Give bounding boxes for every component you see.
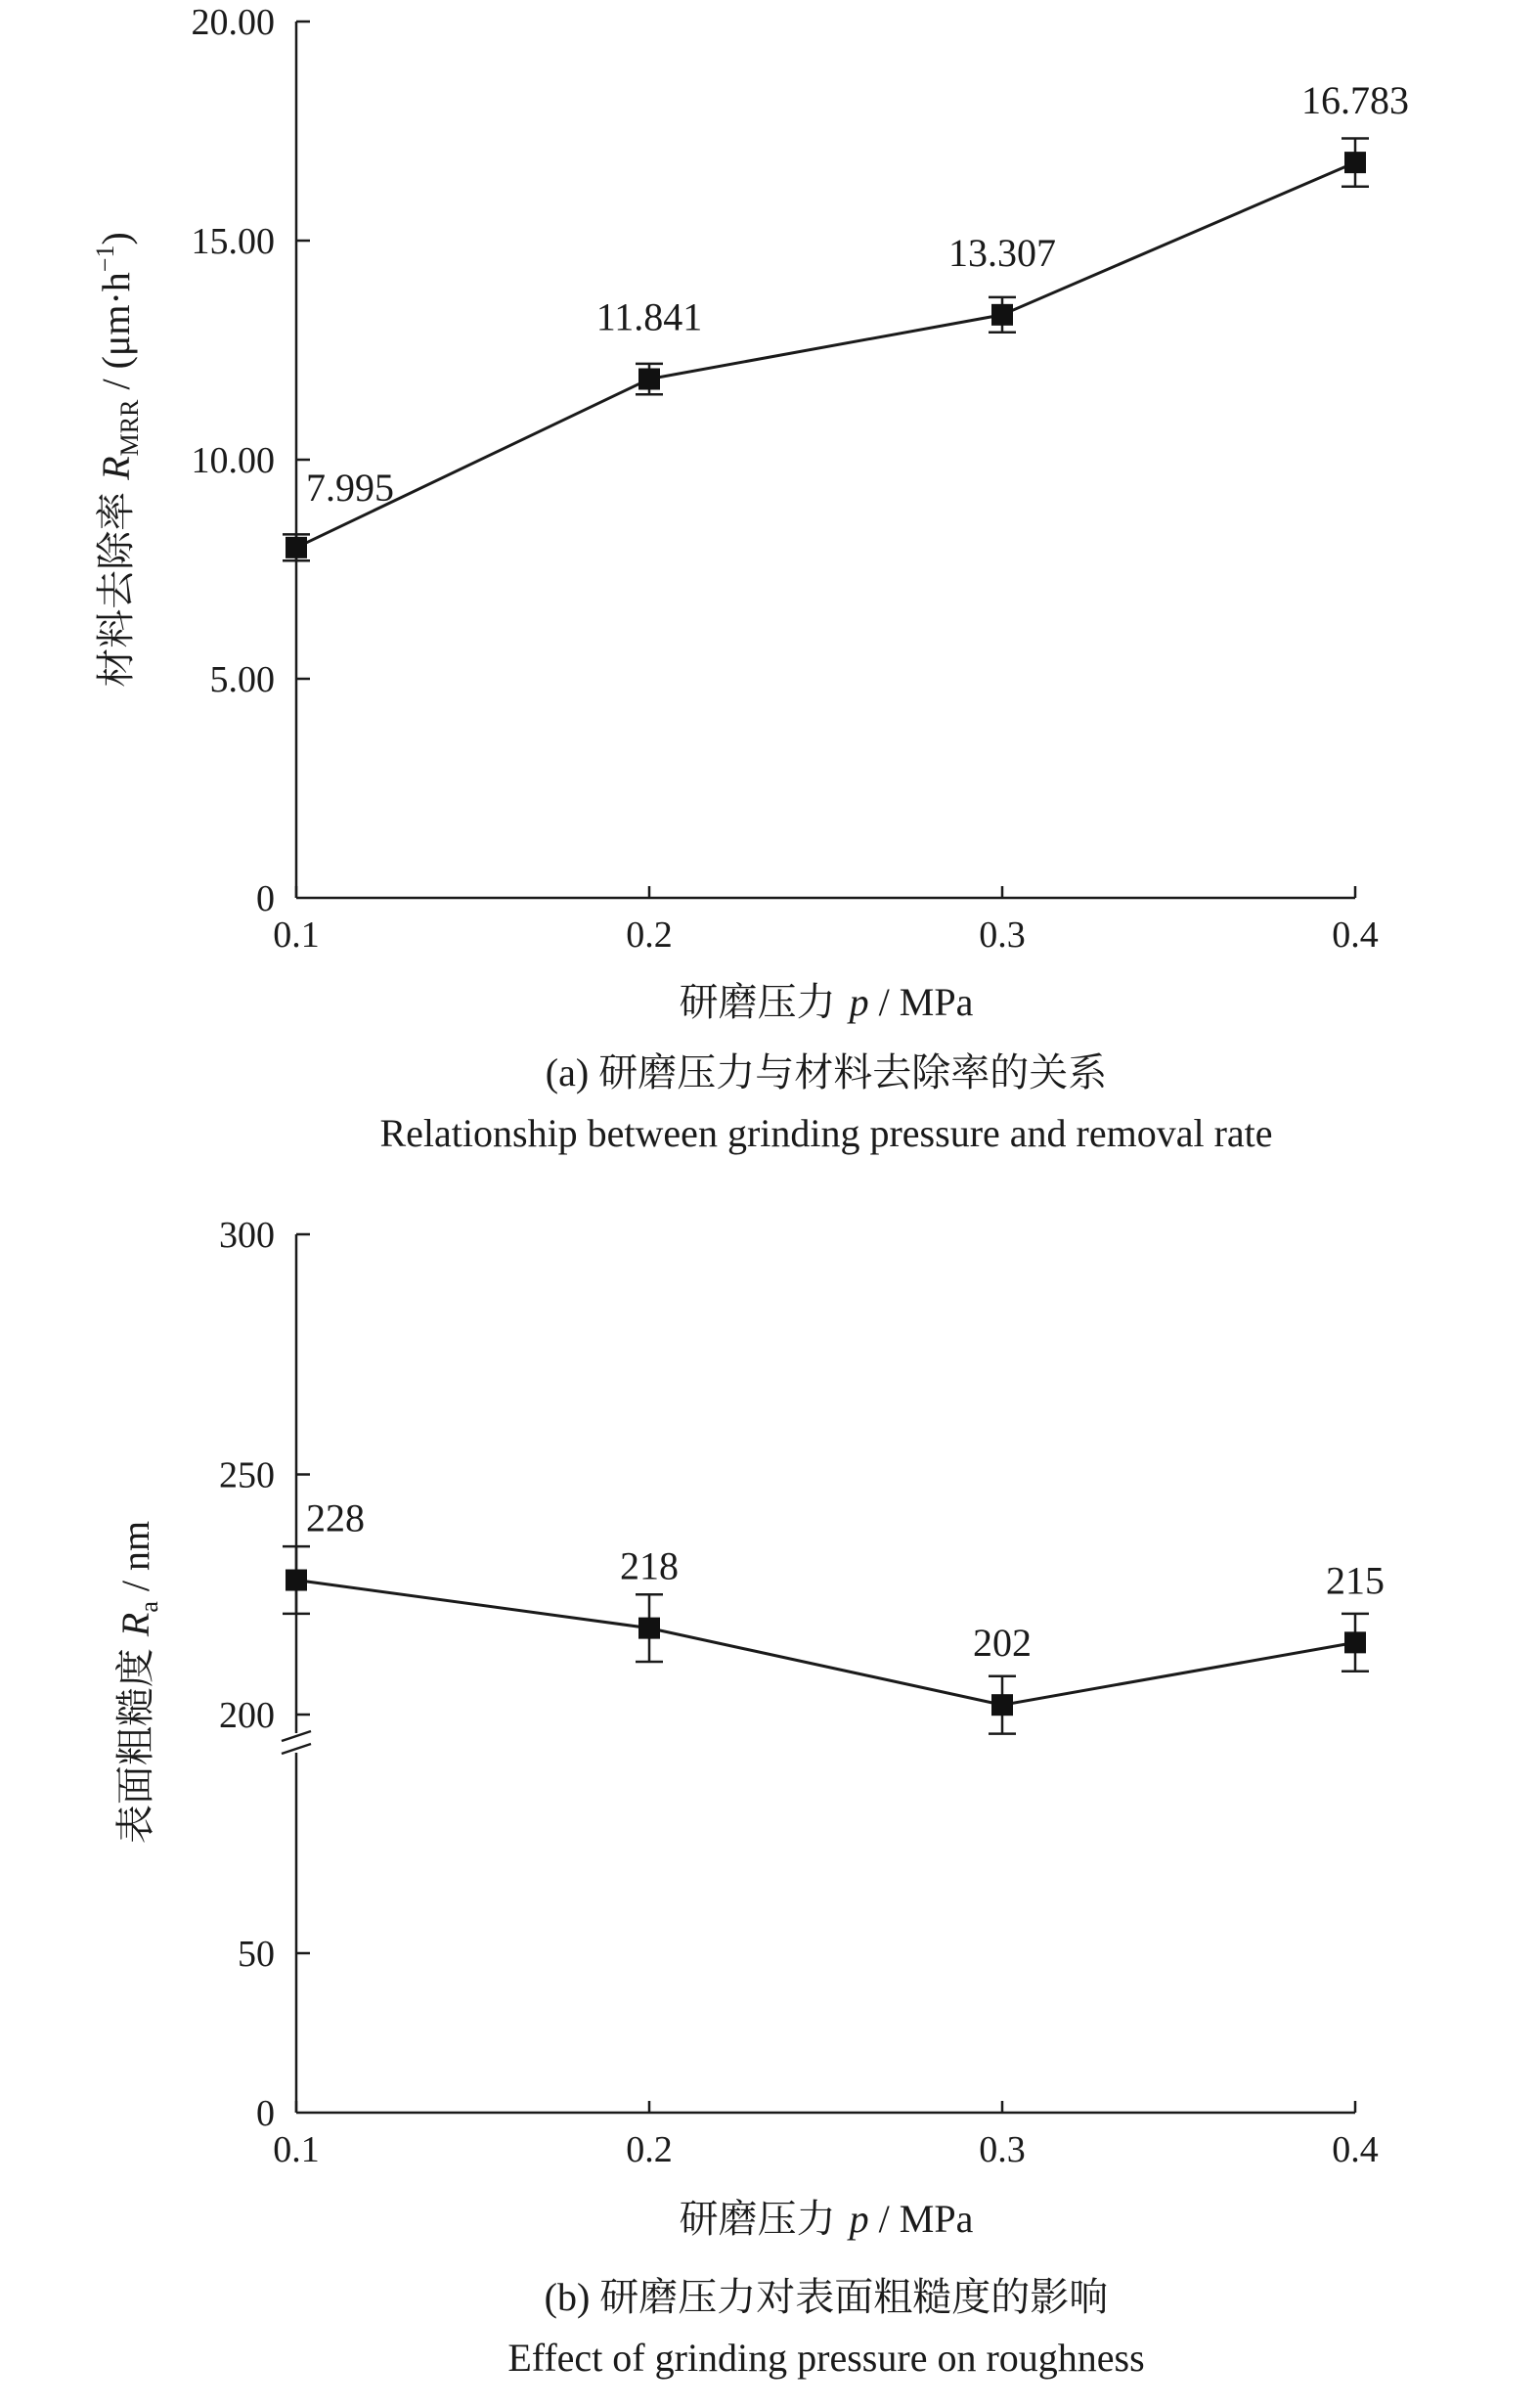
data-point-marker	[638, 1618, 660, 1639]
y-axis-title: 材料去除率$R_{MRR} / (\mu m\cdot h^{-1})$	[91, 232, 144, 688]
caption-cn-b: (b) 研磨压力对表面粗糙度的影响	[544, 2275, 1109, 2319]
data-markers	[286, 152, 1366, 558]
data-label: 228	[306, 1495, 365, 1540]
y-axis-title: 表面粗糙度$R_a$ / nm	[113, 1520, 163, 1845]
series-line	[296, 162, 1355, 548]
data-point-marker	[286, 1570, 307, 1591]
data-markers	[286, 1570, 1366, 1717]
x-tick-label: 0.3	[979, 914, 1026, 956]
x-axis-title: 研磨压力 p / MPa	[679, 2197, 974, 2241]
caption-en-b: Effect of grinding pressure on roughness	[507, 2336, 1145, 2380]
data-labels	[306, 78, 1409, 510]
data-label: 11.841	[595, 294, 703, 339]
y-tick-label: 0	[256, 2093, 275, 2134]
data-label: 16.783	[1301, 78, 1409, 123]
data-label: 215	[1326, 1558, 1385, 1603]
y-tick-label: 5.00	[209, 659, 275, 700]
caption-cn-a: (a) 研磨压力与材料去除率的关系	[545, 1050, 1108, 1094]
data-point-marker	[991, 1694, 1013, 1716]
data-point-marker	[286, 537, 307, 558]
data-label: 218	[620, 1543, 679, 1588]
error-bars	[283, 138, 1369, 560]
y-tick-label: 50	[238, 1934, 275, 1975]
data-label: 202	[973, 1621, 1032, 1666]
x-tick-label: 0.1	[273, 2129, 320, 2170]
y-tick-label: 15.00	[191, 221, 275, 262]
x-tick-label: 0.2	[626, 914, 673, 956]
x-tick-label: 0.1	[273, 914, 320, 956]
x-tick-label: 0.4	[1332, 2129, 1379, 2170]
x-tick-label: 0.2	[626, 2129, 673, 2170]
y-tick-label: 200	[219, 1695, 275, 1736]
data-point-marker	[1344, 1631, 1366, 1653]
data-label: 13.307	[948, 230, 1056, 275]
y-tick-label: 250	[219, 1454, 275, 1496]
caption-en-a: Relationship between grinding pressure and removal rate	[379, 1111, 1273, 1155]
x-tick-label: 0.3	[979, 2129, 1026, 2170]
x-tick-label: 0.4	[1332, 914, 1379, 956]
data-point-marker	[1344, 152, 1366, 173]
y-tick-label: 300	[219, 1215, 275, 1256]
y-ticks	[192, 2, 311, 919]
chart-panel-a	[91, 2, 1409, 1155]
data-label: 7.995	[306, 465, 394, 510]
data-point-marker	[638, 369, 660, 390]
chart-panel-b	[113, 1215, 1385, 2380]
data-point-marker	[991, 304, 1013, 326]
y-tick-label: 0	[256, 878, 275, 919]
x-ticks	[273, 2101, 1379, 2170]
error-bars	[283, 1543, 1369, 1733]
y-tick-label: 20.00	[191, 2, 275, 43]
y-tick-label: 10.00	[191, 440, 275, 481]
x-axis-title: 研磨压力 p / MPa	[679, 980, 974, 1024]
axis-break-mark-2	[282, 1744, 311, 1754]
x-ticks	[273, 886, 1379, 956]
series-line	[296, 1581, 1355, 1706]
data-labels	[306, 1496, 1385, 1666]
